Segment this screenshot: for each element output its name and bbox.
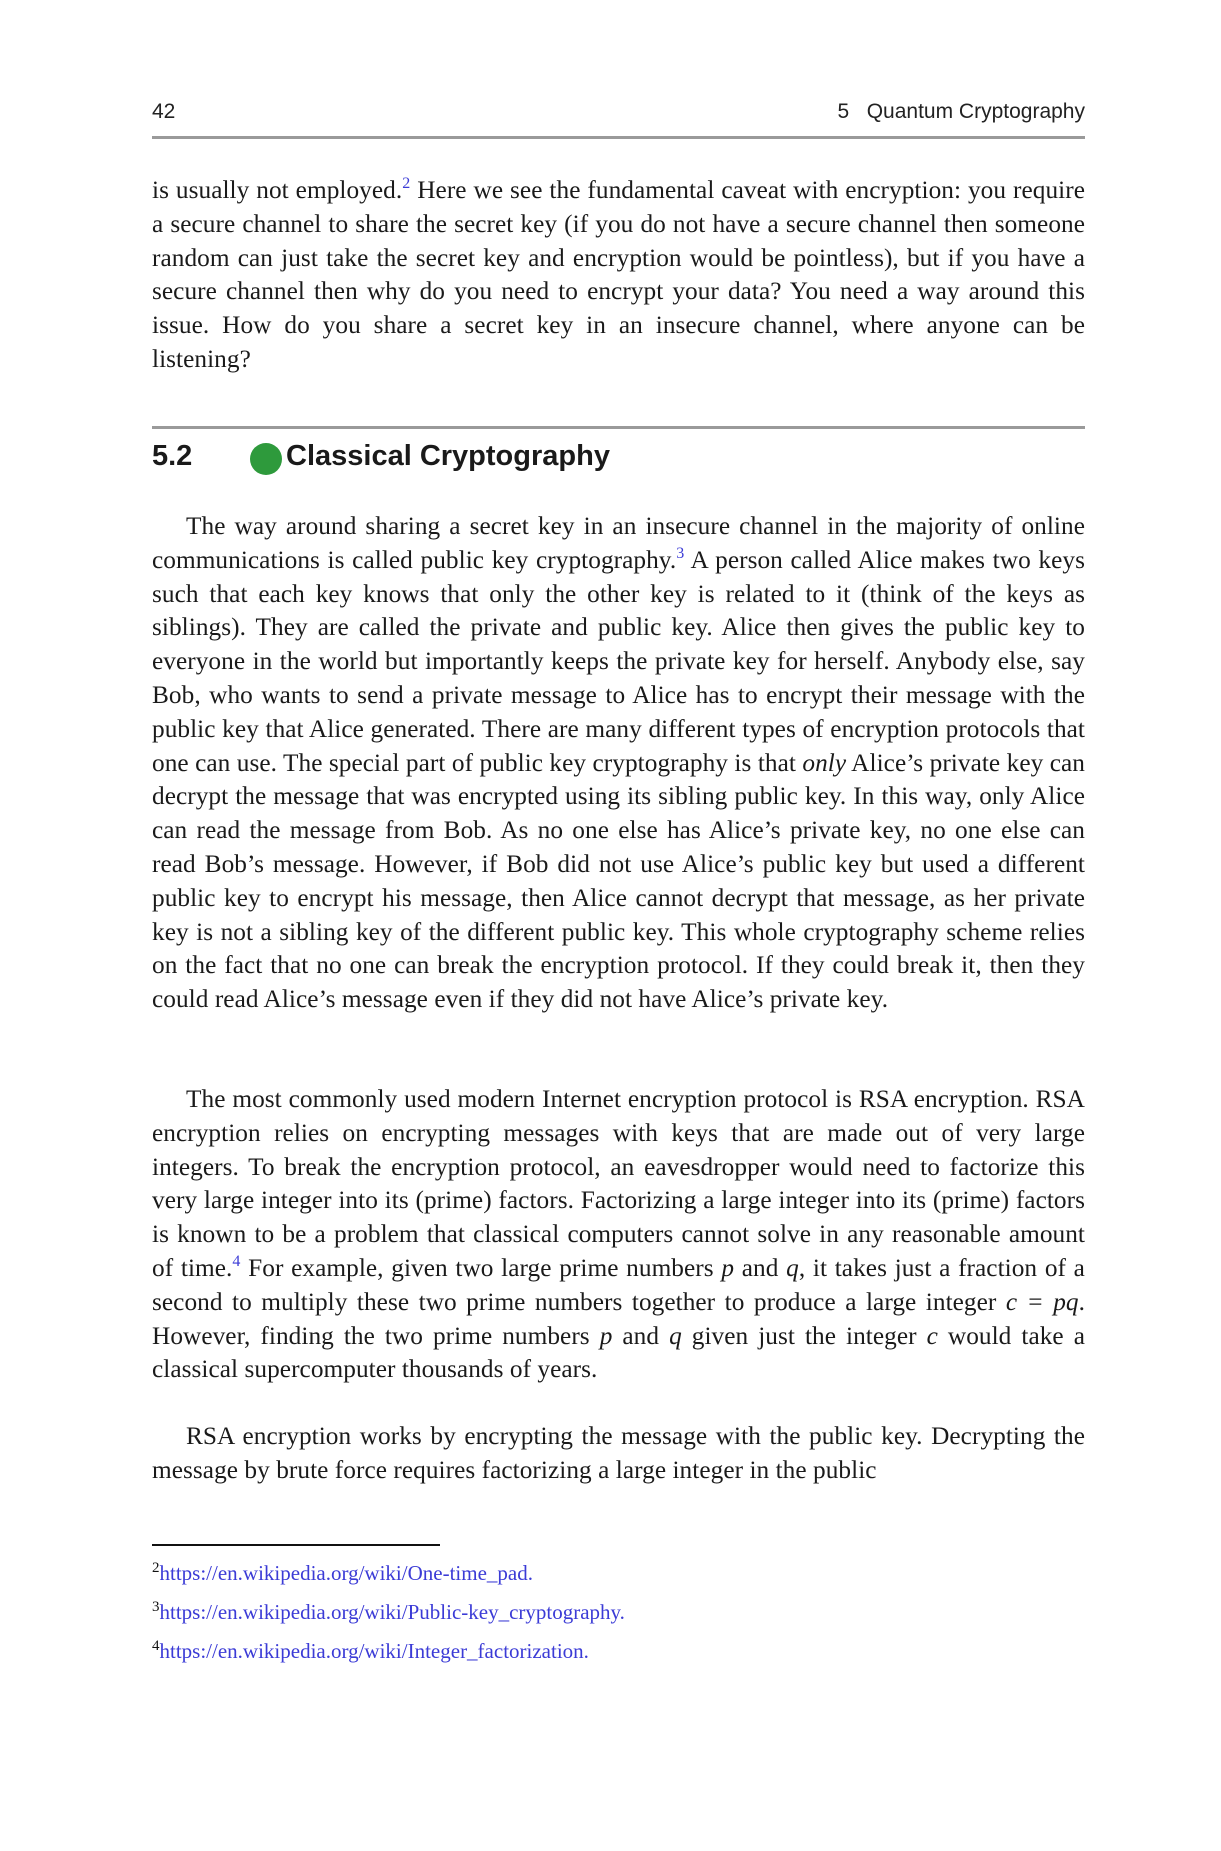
running-head	[152, 100, 1085, 134]
footnote-link[interactable]: https://en.wikipedia.org/wiki/Integer_factorization.	[159, 1639, 589, 1663]
header-rule	[152, 136, 1085, 139]
section-number: 5.2	[152, 440, 193, 472]
footnote-3: $^3$https://en.wikipedia.org/wiki/Public-key_cryptography.	[152, 1599, 625, 1624]
footnote-ref-3[interactable]: 3	[676, 544, 685, 562]
section-marker-dot-icon	[250, 443, 282, 475]
footnote-ref-4[interactable]: 4	[232, 1252, 241, 1270]
footnote-2: $^2$https://en.wikipedia.org/wiki/One-time_pad.	[152, 1560, 533, 1585]
page-number: 42	[152, 100, 176, 123]
footnotes	[152, 1551, 1085, 1668]
section-title: Classical Cryptography	[286, 440, 610, 472]
footnote-link[interactable]: https://en.wikipedia.org/wiki/One-time_pad.	[159, 1561, 533, 1585]
paragraph-public-key: The way around sharing a secret key in an insecure channel in the majority of online communications is called public key cryptography.$^3$ A person called Alice makes two keys such that each key knows that only the other key is related to it (think of the keys as siblings). They are called the private and public key. Alice then gives the public key to everyone in the world but importantly keeps the private key for herself. Anybody else, say Bob, who wants to send a private message to Alice has to encrypt their message with the public key that Alice generated. There are many different types of encryption protocols that one can use. The special part of public key cryptography is that only Alice’s private key can decrypt the message that was encrypted using its sibling public key. In this way, only Alice can read the message from Bob. As no one else has Alice’s private key, no one else can read Bob’s message. However, if Bob did not use Alice’s public key but used a different public key to encrypt his message, then Alice cannot decrypt that message, as her private key is not a sibling key of the different public key. This whole cryptography scheme relies on the fact that no one can break the encryption protocol. If they could break it, then they could read Alice’s message even if they did not have Alice’s private key.	[152, 512, 1085, 1014]
footnote-ref-2[interactable]: 2	[402, 175, 411, 192]
footnote-link[interactable]: https://en.wikipedia.org/wiki/Public-key_cryptography.	[159, 1600, 625, 1624]
paragraph-rsa-decrypt: RSA encryption works by encrypting the message with the public key. Decrypting the message by brute force requires factorizing a large integer in the public	[152, 1422, 1085, 1484]
paragraph-intro: is usually not employed.$^2$ Here we see the fundamental caveat with encryption: you require a secure channel to share the secret key (if you do not have a secure channel then someone random can just take the secret key and encryption would be pointless), but if you have a secure channel then why do you need to encrypt your data? You need a way around this issue. How do you share a secret key in an insecure channel, where anyone can be listening?	[152, 175, 1085, 373]
section-heading	[152, 440, 1085, 480]
footnote-4: $^4$https://en.wikipedia.org/wiki/Integer_factorization.	[152, 1638, 589, 1663]
section-rule	[152, 426, 1085, 429]
chapter-title: 5 Quantum Cryptography	[837, 100, 1085, 123]
footnote-rule	[152, 1544, 440, 1546]
paragraph-rsa: The most commonly used modern Internet encryption protocol is RSA encryption. RSA encryption relies on encrypting messages with keys that are made out of very large integers. To break the encryption protocol, an eavesdropper would need to factorize this very large integer into its (prime) factors. Factorizing a large integer into its (prime) factors is known to be a problem that classical computers cannot solve in any reasonable amount of time.$^4$ For example, given two large prime numbers p and q, it takes just a fraction of a second to multiply these two prime numbers together to produce a large integer c = pq. However, finding the two prime numbers p and q given just the integer c would take a classical supercomputer thousands of years.	[152, 1085, 1085, 1384]
